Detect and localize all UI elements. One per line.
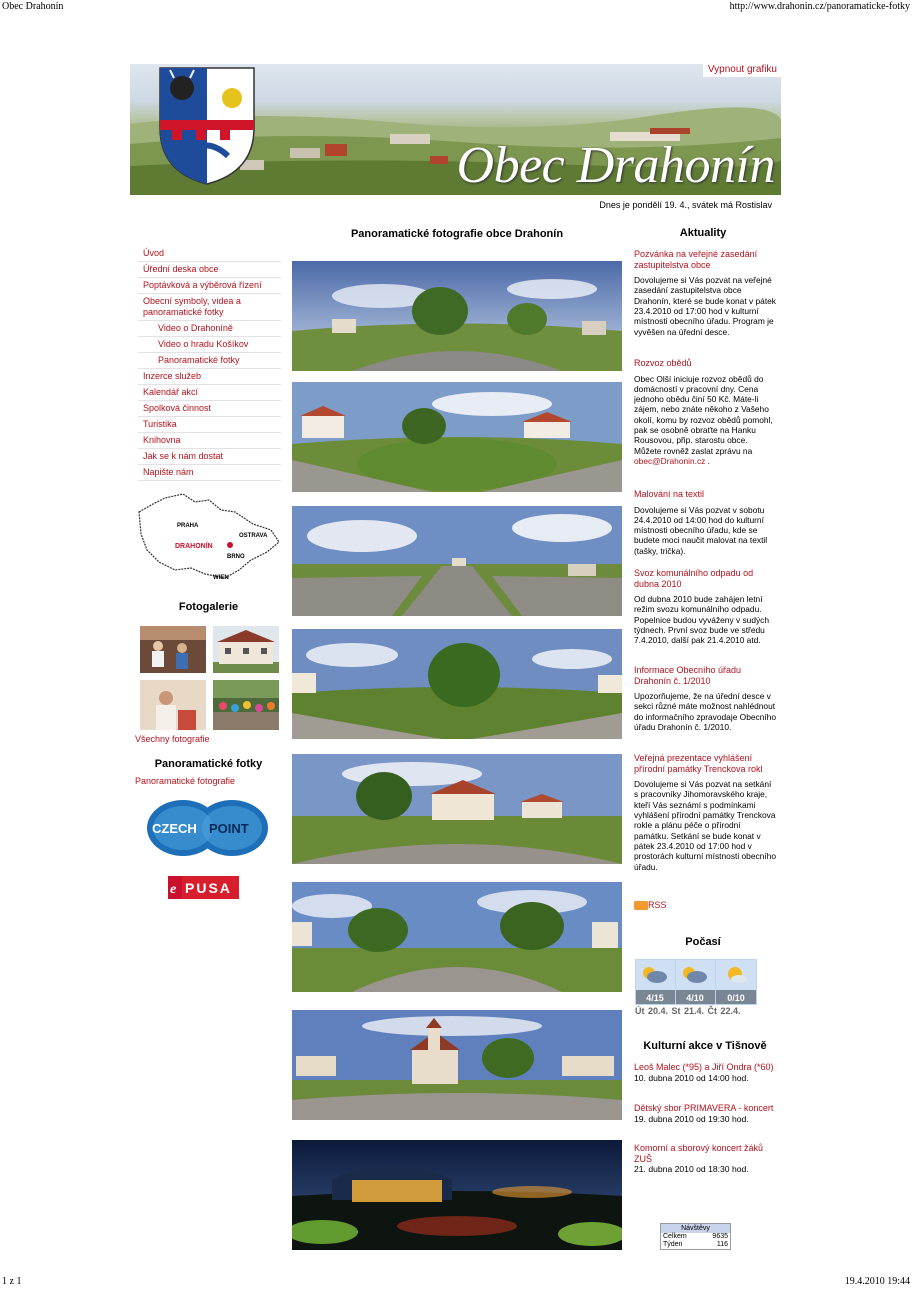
panorama-photo-2[interactable]: [292, 382, 622, 492]
panorama-photo-1[interactable]: [292, 261, 622, 371]
today-nameday: Dnes je pondělí 19. 4., svátek má Rostislav: [599, 200, 772, 210]
event-date: 10. dubna 2010 od 14:00 hod.: [634, 1072, 749, 1083]
event-title[interactable]: Leoš Malec (*95) a Jiří Ondra (*60): [634, 1062, 774, 1072]
news-item-title[interactable]: Svoz komunálního odpadu od dubna 2010: [634, 568, 754, 589]
cloud-icon: [731, 975, 747, 983]
nav-item-panoramaticke-fotky[interactable]: Panoramatické fotky: [138, 353, 281, 369]
news-item-body-tail: .: [705, 455, 711, 466]
event-date: 19. dubna 2010 od 19:30 hod.: [634, 1113, 749, 1124]
epusa-text-e: e: [170, 882, 177, 897]
email-link[interactable]: obec@Drahonin.cz: [634, 455, 706, 466]
coat-of-arms-icon: [152, 64, 262, 186]
nav-item-kalendar[interactable]: Kalendář akcí: [138, 385, 281, 401]
gallery-thumb-3[interactable]: [140, 680, 206, 730]
news-item-5: [634, 665, 776, 732]
news-item-body: Dovolujeme si Vás pozvat na setkání s pracovníky Jihomoravského kraje, kteří Vás seznámí s podmínkami vyhlášení přírodní památky Trenckova rokle a plánu péče o přírodní památku. Setkání se bude konat v pátek 23.4.2010 od 17:00 hod v prostorách kulturní místnosti obecního úřadu.: [634, 779, 776, 872]
news-item-3: [634, 489, 776, 556]
cloud-icon: [647, 971, 667, 983]
news-item-title[interactable]: Rozvoz obědů: [634, 358, 692, 368]
nav-item-video-drahonin[interactable]: Video o Drahoníně: [138, 321, 281, 337]
news-item-1: [634, 249, 776, 337]
panorama-photo-5[interactable]: [292, 754, 622, 864]
weather-day-2: [676, 960, 715, 1004]
gallery-heading: Fotogalerie: [178, 601, 239, 613]
map-label-ostrava: OSTRAVA: [239, 533, 268, 539]
visit-total-value: 9635: [712, 1233, 728, 1240]
location-map[interactable]: [135, 490, 282, 585]
map-label-praha: PRAHA: [177, 523, 199, 529]
news-item-body: Upozorňujeme, že na úřední desce v sekci různé máte možnost nahlédnout do informačního zpravodaje Obecního úřadu Drahonín č. 1/2010.: [634, 691, 776, 733]
epusa-logo[interactable]: [168, 876, 239, 899]
news-item-body: Dovolujeme si Vás pozvat v sobotu 24.4.2010 od 14:00 hod do kulturní místnosti obecního úřadu, kde se budete moci naučit malovat na textil (tašky, trička).: [634, 504, 768, 556]
visit-week-label: Týden: [663, 1241, 683, 1248]
weather-temp-3: 0/10: [727, 993, 745, 1003]
panorama-photos-link[interactable]: Panoramatické fotografie: [135, 776, 236, 786]
panorama-photo-8[interactable]: [292, 1140, 622, 1250]
map-label-brno: BRNO: [227, 554, 245, 560]
nav-item-inzerce[interactable]: Inzerce služeb: [138, 369, 281, 385]
news-item-body-text: Obec Olší iniciuje rozvoz obědů do domácností v pracovní dny. Cena jednoho obědu činí 50 Kč. Máte-li zájem, nebo znáte někoho z Vašeho okolí, komu by rozvoz obědů pomohl, pak se osobně obraťte na Hanku Rousovou, přip. starostu obce. Můžete rovněž zaslat zprávu na: [634, 373, 773, 456]
site-title: Obec Drahonín: [456, 137, 775, 194]
weather-temp-1: 4/15: [646, 993, 664, 1003]
czechpoint-text-b: POINT: [209, 821, 249, 836]
weather-heading: Počasí: [685, 936, 721, 948]
main-navigation: [138, 246, 281, 481]
cloud-icon: [687, 971, 707, 983]
news-item-title[interactable]: Informace Obecního úřadu Drahonín č. 1/2010: [634, 665, 742, 686]
gallery-thumb-4[interactable]: [213, 680, 279, 730]
rss-icon: [634, 901, 648, 910]
print-header: [0, 0, 912, 14]
panorama-photo-4[interactable]: [292, 629, 622, 739]
nav-item-knihovna[interactable]: Knihovna: [138, 433, 281, 449]
news-item-body: [634, 374, 776, 467]
news-heading: Aktuality: [679, 227, 727, 239]
weather-widget: [635, 959, 757, 1005]
toggle-graphics-link[interactable]: Vypnout grafiku: [703, 64, 781, 77]
panorama-photo-6[interactable]: [292, 882, 622, 992]
map-label-drahonin: DRAHONÍN: [175, 543, 213, 550]
print-url: http://www.drahonin.cz/panoramaticke-fotky: [729, 1, 910, 12]
event-item-3: [634, 1143, 776, 1175]
gallery-thumb-2[interactable]: [213, 626, 279, 673]
print-page: 1 z 1: [2, 1276, 22, 1287]
weather-temp-2: 4/10: [686, 993, 704, 1003]
news-item-body: Od dubna 2010 bude zahájen letní režim svozu komunálního odpadu. Popelnice budou vyváženy v sudých týdnech. První svoz bude ve středu 7.4.2010, další pak 21.4.2010 atd.: [634, 594, 770, 646]
gallery-thumb-1[interactable]: [140, 626, 206, 673]
visit-total-row: [661, 1233, 730, 1241]
czechpoint-text-a: CZECH: [152, 821, 197, 836]
weather-day-1: [636, 960, 675, 1004]
nav-item-jak-se-dostat[interactable]: Jak se k nám dostat: [138, 449, 281, 465]
epusa-text-rest: PUSA: [185, 880, 232, 896]
nav-item-obecni-symboly[interactable]: Obecní symboly, videa a panoramatické fotky: [138, 294, 281, 321]
panorama-photo-3[interactable]: [292, 506, 622, 616]
czechpoint-logo[interactable]: [147, 800, 268, 856]
news-item-title[interactable]: Malování na textil: [634, 489, 705, 499]
event-title[interactable]: Dětský sbor PRIMAVERA - koncert: [634, 1103, 774, 1113]
nav-item-uvod[interactable]: Úvod: [138, 246, 281, 262]
visit-week-row: [661, 1241, 730, 1249]
nav-item-uredni-deska[interactable]: Úřední deska obce: [138, 262, 281, 278]
events-heading: Kulturní akce v Tišnově: [643, 1040, 767, 1052]
nav-item-napiste-nam[interactable]: Napište nám: [138, 465, 281, 481]
visit-total-label: Celkem: [663, 1233, 687, 1240]
all-photos-link[interactable]: Všechny fotografie: [135, 734, 210, 744]
panorama-section-heading: Panoramatické fotky: [154, 758, 263, 770]
map-marker-icon: [227, 542, 233, 548]
nav-item-turistika[interactable]: Turistika: [138, 417, 281, 433]
panorama-photo-7[interactable]: [292, 1010, 622, 1120]
news-item-4: [634, 568, 776, 646]
nav-item-spolkova[interactable]: Spolková činnost: [138, 401, 281, 417]
print-footer: [0, 1276, 912, 1290]
visit-counter: [660, 1223, 731, 1250]
news-item-title[interactable]: Veřejná prezentace vyhlášení přírodní památky Trenckova rokl: [634, 753, 763, 774]
print-datetime: 19.4.2010 19:44: [844, 1276, 910, 1287]
event-date: 21. dubna 2010 od 18:30 hod.: [634, 1164, 749, 1174]
news-item-6: [634, 753, 776, 872]
news-item-title[interactable]: Pozvánka na veřejné zasedání zastupitelstva obce: [634, 249, 758, 270]
news-item-body: Dovolujeme si Vás pozvat na veřejné zasedání zastupitelstva obce Drahonín, které se bude konat v pátek 23.4.2010 od 17:00 hod v kulturní místnosti obecního úřadu. Program je vyvěšen na úřední desce.: [634, 275, 776, 337]
visit-week-value: 116: [716, 1241, 728, 1248]
nav-item-video-kosikov[interactable]: Video o hradu Košíkov: [138, 337, 281, 353]
event-item-1: [634, 1062, 776, 1083]
site-banner: [130, 64, 781, 195]
nav-item-poptavkova-rizeni[interactable]: Poptávková a výběrová řízení: [138, 278, 281, 294]
print-title: Obec Drahonín: [2, 1, 64, 12]
map-label-wien: WIEN: [213, 575, 229, 581]
rss-link[interactable]: [634, 900, 667, 910]
page-title: Panoramatické fotografie obce Drahonín: [350, 228, 564, 240]
news-item-2: [634, 358, 776, 466]
weather-day-3: [716, 960, 756, 1004]
event-item-2: [634, 1103, 776, 1124]
rss-label: RSS: [648, 900, 667, 910]
weather-days: Út 20.4. St 21.4. Čt 22.4.: [635, 1006, 741, 1016]
visit-counter-heading: Návštěvy: [661, 1224, 730, 1233]
event-title[interactable]: Komorní a sborový koncert žáků ZUŠ: [634, 1143, 764, 1164]
